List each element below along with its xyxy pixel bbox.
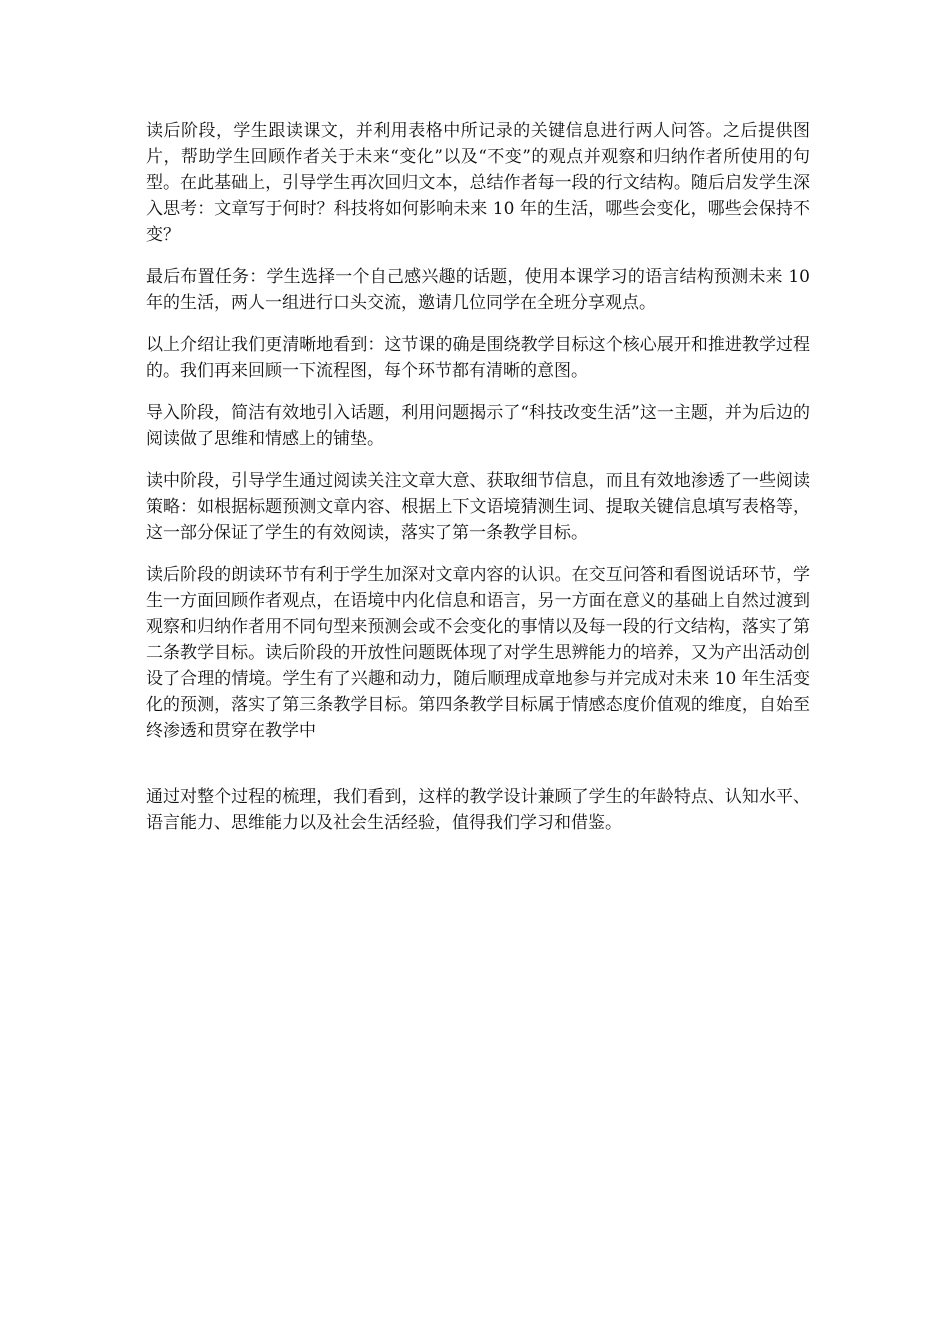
paragraph-summary-intro: 以上介绍让我们更清晰地看到：这节课的确是围绕教学目标这个核心展开和推进教学过程的。我们再来回顾一下流程图，每个环节都有清晰的意图。 [146,335,810,381]
paragraph-post-reading-stage: 读后阶段的朗读环节有利于学生加深对文章内容的认识。在交互问答和看图说话环节，学生一方面回顾作者观点，在语境中内化信息和语言，另一方面在意义的基础上自然过渡到观察和归纳作者用不同句型来预测会或不会变化的事情以及每一段的行文结构，落实了第二条教学目标。读后阶段的开放性问题既体现了对学生思辨能力的培养，又为产出活动创设了合理的情境。学生有了兴趣和动力，随后顺理成章地参与并完成对未来 10 年生活变化的预测，落实了第三条教学目标。第四条教学目标属于情感态度价值观的维度，自始至终渗透和贯穿在教学中 [146,565,810,741]
paragraph-lead-in-stage: 导入阶段，简洁有效地引入话题，利用问题揭示了“科技改变生活”这一主题，并为后边的阅读做了思维和情感上的铺垫。 [146,403,810,449]
paragraph-post-reading-activities: 读后阶段，学生跟读课文，并利用表格中所记录的关键信息进行两人问答。之后提供图片，帮助学生回顾作者关于未来“变化”以及“不变”的观点并观察和归纳作者所使用的句型。在此基础上，引导学生再次回归文本，总结作者每一段的行文结构。随后启发学生深入思考：文章写于何时？科技将如何影响未来 10 年的生活，哪些会变化，哪些会保持不变？ [146,121,810,245]
paragraph-final-task: 最后布置任务：学生选择一个自己感兴趣的话题，使用本课学习的语言结构预测未来 10 年的生活，两人一组进行口头交流，邀请几位同学在全班分享观点。 [146,267,810,313]
document-body [146,118,810,852]
paragraph-conclusion: 通过对整个过程的梳理，我们看到，这样的教学设计兼顾了学生的年龄特点、认知水平、语言能力、思维能力以及社会生活经验，值得我们学习和借鉴。 [146,787,810,833]
paragraph-while-reading-stage: 读中阶段，引导学生通过阅读关注文章大意、获取细节信息，而且有效地渗透了一些阅读策略：如根据标题预测文章内容、根据上下文语境猜测生词、提取关键信息填写表格等，这一部分保证了学生的有效阅读，落实了第一条教学目标。 [146,471,810,543]
